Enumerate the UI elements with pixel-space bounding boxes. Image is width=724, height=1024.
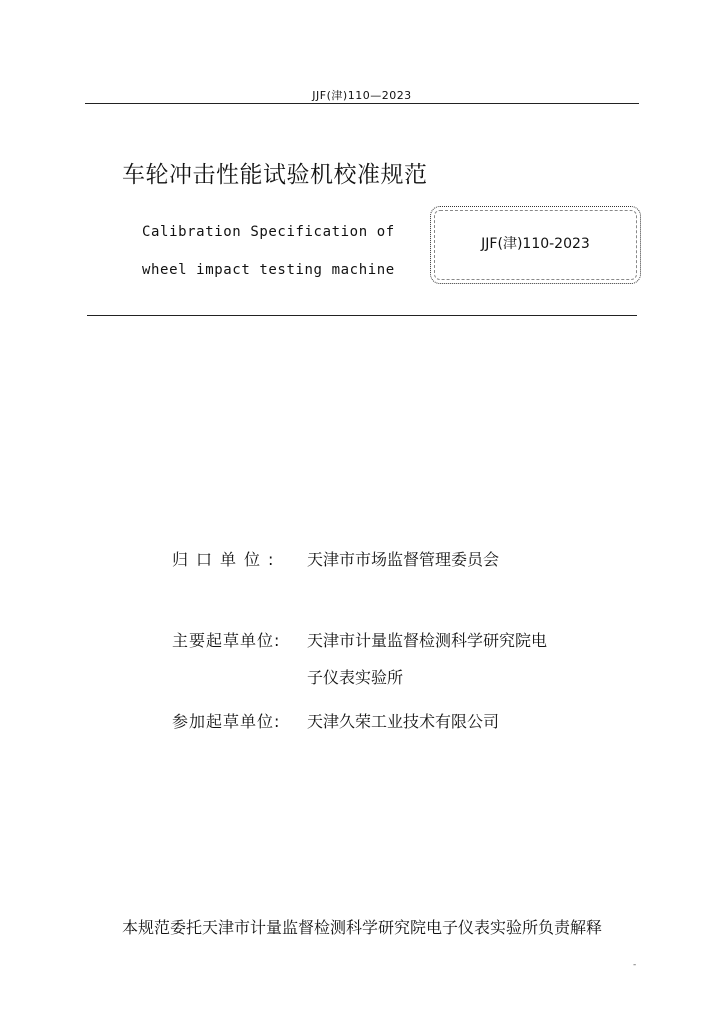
header-rule [85, 103, 639, 104]
main-drafter-value-line1: 天津市计量监督检测科学研究院电 [307, 631, 548, 650]
responsible-unit-label: 归口单位: [172, 550, 282, 569]
english-title-line2: wheel impact testing machine [142, 262, 395, 278]
code-frame-text: JJF(津)110-2023 [481, 236, 590, 252]
participating-drafter-label: 参加起草单位: [172, 712, 281, 731]
interpretation-note: 本规范委托天津市计量监督检测科学研究院电子仪表实验所负责解释 [121, 918, 602, 937]
main-drafter-value-line2: 子仪表实验所 [307, 668, 404, 687]
english-title-line1: Calibration Specification of [142, 224, 395, 240]
participating-drafter-value: 天津久荣工业技术有限公司 [307, 712, 500, 731]
main-drafter-label: 主要起草单位: [172, 631, 281, 650]
page-mark: - [633, 960, 637, 970]
document-title: 车轮冲击性能试验机校准规范 [122, 162, 428, 188]
responsible-unit-value: 天津市市场监督管理委员会 [307, 550, 500, 569]
header-code: JJF(津)110—2023 [312, 89, 412, 102]
title-rule [87, 315, 637, 316]
